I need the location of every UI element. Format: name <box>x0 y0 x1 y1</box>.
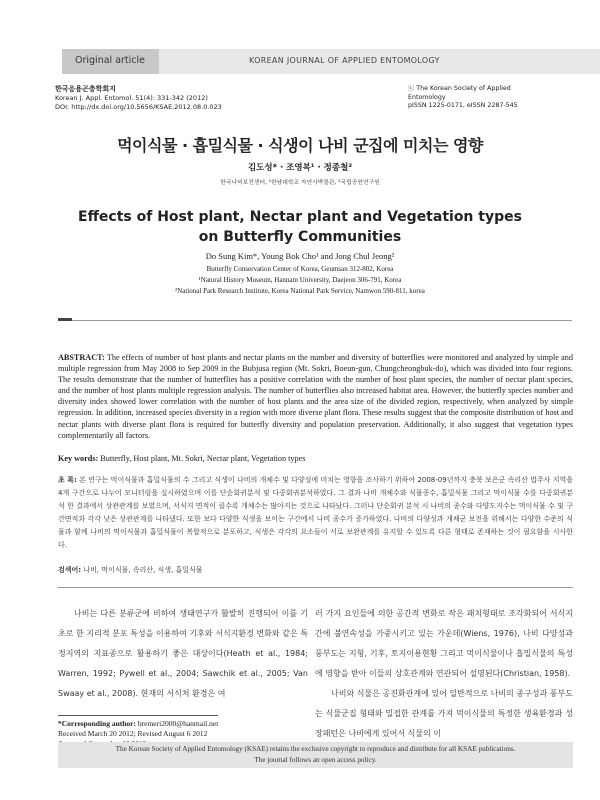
citation-block <box>55 85 222 112</box>
keywords-korean-text: 나비, 먹이식물, 속리산, 식생, 흡밀식물 <box>83 566 203 574</box>
divider-accent <box>58 318 72 321</box>
received-dates: Received March 20 2012; Revised August 6 2012 <box>58 729 208 738</box>
affiliation: Butterfly Conservation Center of Korea, Geumsan 312-802, Korea <box>206 265 394 273</box>
keywords-text: Butterfly, Host plant, Mt. Sokri, Nectar plant, Vegetation types <box>100 454 306 463</box>
title-english-line2: on Butterfly Communities <box>198 229 402 245</box>
copyright-meta <box>408 85 548 111</box>
korean-abstract-label: 초 록: <box>58 476 77 484</box>
keywords <box>58 454 573 463</box>
section-divider <box>58 587 573 588</box>
copyright-footer <box>58 742 573 768</box>
issn: pISSN 1225-0171, eISSN 2287-545 <box>408 102 518 109</box>
keywords-korean <box>58 565 203 575</box>
title-korean: 먹이식물 · 흡밀식물 · 식생이 나비 군집에 미치는 영향 <box>117 136 483 155</box>
footer-line2: The journal follows an open access policy. <box>254 755 377 764</box>
article-type-tab <box>62 49 159 74</box>
body-paragraph: 러 가지 요인들에 의한 공간적 변화로 작은 패치형태로 조각화되어 서식지 간에 불연속성을 가중시키고 있는 가운데(Wiens, 1976), 나비 다양성과 풍부도는 지형, 기후, 토지이용현황 그리고 먹이식물이나 흡밀식물의 특성에 영향을 받아 이들의 상호관계와 연관되어 설명된다(Christian, 1958). <box>315 609 573 678</box>
corresponding-email[interactable]: bremeri2000@hanmail.net <box>137 719 219 728</box>
body-column-left: 나비는 다른 분류군에 비하여 생태연구가 활발히 진행되어 이를 기초로 한 지리적 분포 특성을 이용하여 기후와 서식지환경 변화와 같은 특정지역의 지표종으로 활용하기 좋은 대상이다(Heath et al., 1984; Warren, 1992; Pywell et al., 2004; Sawchik et al., 2005; Van Swaay et al., 2008). 현재의 서식처 환경은 여 <box>58 609 308 698</box>
korean-abstract-text: 본 연구는 먹이식물과 흡밀식물의 수 그리고 식생이 나비의 개체수 및 다양성에 미치는 영향을 조사하기 위하여 2008-09년까지 충북 보은군 속리산 법주사 지역을 4개 구간으로 나누어 모니터링을 실시하였으며 이를 단순회귀분석 및 다중회귀분석하였다. 그 결과 나비 개체수와 식물종수, 흡밀식물 그리고 먹이식물 수를 다중회귀분석 한 결과에서 상관관계를 보였으며, 서식지 면적이 클수록 개체수는 많아지는 것으로 나타났다. 그러나 단순회귀 분석 시 나비의 종수와 다양도지수는 먹이식물 수 및 구간면적과 각각 낮은 상관관계를 나타냈다. 또한 보다 다양한 식생을 보이는 구간에서 나비 종수가 증가하였다. 나비의 다양성과 개체군 보전을 위해서는 다양한 수준의 식물과 함께 나비의 먹이식물과 흡밀식물이 복합적으로 분포하고, 식생은 각각의 요소들이 서로 보완관계를 유지할 수 있도록 다른 형태로 존재하는 것이 필요함을 시사한다. <box>58 476 573 549</box>
title-english-line1: Effects of Host plant, Nectar plant and Vegetation types <box>78 209 522 225</box>
authors-english: Do Sung Kim*, Young Bok Cho¹ and Jong Chul Jeong² <box>205 251 395 261</box>
article-type-label: Original article <box>75 55 145 66</box>
corresponding-label: *Corresponding author: <box>58 719 136 728</box>
affiliations-english <box>0 264 600 297</box>
doi-link[interactable]: DOI: http://dx.doi.org/10.5656/KSAE.2012.08.0.023 <box>55 103 222 111</box>
authors-korean: 김도성* · 조영복¹ · 정종철² <box>247 163 353 173</box>
affiliations-korean: 한국나비보전센터, ¹한남대학교 자연사박물관, ²국립공원연구원 <box>220 180 380 186</box>
journal-name-ko: 한국응용곤충학회지 <box>55 85 116 93</box>
keywords-korean-label: 검색어: <box>58 566 82 574</box>
keywords-label: Key words: <box>58 454 99 463</box>
abstract-text: The effects of number of host plants and nectar plants on the number and diversity of butterflies were monitored and analyzed by simple and multiple regression from May 2008 to Sep 2009 in the Bubjusa region (Mt. Sokri, Boeun-gun, Chungcheongbuk-do), which was divided into four regions. The results demonstrate that the number of butterflies has a positive correlation with the number of host plant species, the number of nectar plant species, and the number of host plants multiple regression analysis. The number of butterflies also increased habitat area. However, the butterfly species number and diversity index showed lower correlation with the number of host plants and the area size of the divided region, respectively, when analyzed by simple regression. In addition, increased species diversity in a region with more diverse plant flora. These results suggest that the composite distribution of host and nectar plants with diverse plant flora is required for butterfly diversity and population preservation. Additionally, it also suggest that vegetation types complementarily all factors. <box>58 353 573 440</box>
affiliation: ¹Natural History Museum, Hannam University, Daejeon 306-791, Korea <box>198 276 402 284</box>
divider <box>72 320 572 321</box>
journal-banner-label: KOREAN JOURNAL OF APPLIED ENTOMOLOGY <box>249 56 440 65</box>
body-paragraph: 나비와 식물은 공진화관계에 있어 일반적으로 나비의 종구성과 풍부도는 식물군집 형태와 밀접한 관계를 가져 먹이식물의 특정한 생육환경과 성장패턴은 나비에게 있어서 식물의 이 <box>315 689 573 738</box>
journal-banner <box>159 49 600 74</box>
korean-abstract <box>58 474 573 552</box>
abstract <box>58 352 573 441</box>
title-english <box>0 207 600 247</box>
abstract-label: ABSTRACT: <box>58 353 105 362</box>
footer-line1: The Korean Society of Applied Entomology (KSAE) retains the exclusive copyright to reproduce and distribute for all KSAE publications. <box>115 745 516 753</box>
footnote-rule <box>58 715 218 716</box>
affiliation: ²National Park Research Institute, Korea National Park Service, Namwon 590-811, korea <box>175 287 425 295</box>
body-column-right <box>315 604 573 744</box>
society-copyright: ⓒ The Korean Society of Applied Entomology <box>408 85 511 101</box>
journal-reference: Korean J. Appl. Entomol. 51(4): 331-342 (2012) <box>55 94 208 102</box>
